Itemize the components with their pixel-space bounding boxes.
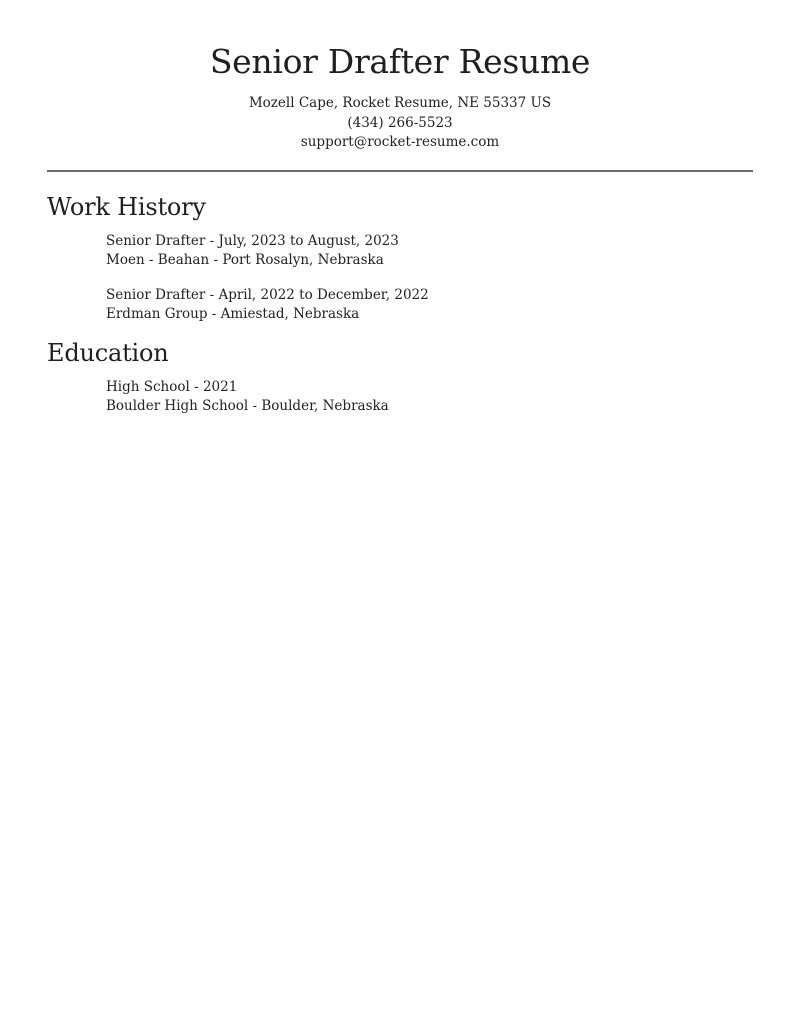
education-heading: Education xyxy=(47,338,169,367)
work-history-heading: Work History xyxy=(47,192,206,221)
resume-title: Senior Drafter Resume xyxy=(209,42,591,81)
contact-address: Mozell Cape, Rocket Resume, NE 55337 US xyxy=(248,95,552,111)
work-history-section xyxy=(47,192,753,324)
education-entry-school-location: Boulder High School - Boulder, Nebraska xyxy=(106,397,389,414)
resume-page xyxy=(47,0,753,416)
resume-header xyxy=(47,0,753,153)
work-entry-role-dates: Senior Drafter - April, 2022 to December, 2022 xyxy=(106,286,429,303)
contact-email: support@rocket-resume.com xyxy=(300,134,500,150)
education-entry xyxy=(106,378,753,416)
work-entry-company-location: Erdman Group - Amiestad, Nebraska xyxy=(106,305,360,322)
work-entry-company-location: Moen - Beahan - Port Rosalyn, Nebraska xyxy=(106,251,384,268)
education-section xyxy=(47,338,753,416)
header-divider xyxy=(47,170,753,172)
contact-phone: (434) 266-5523 xyxy=(347,114,453,131)
work-entry xyxy=(106,232,753,270)
work-entry xyxy=(106,286,753,324)
work-entry-role-dates: Senior Drafter - July, 2023 to August, 2023 xyxy=(106,232,399,249)
education-entry-degree-year: High School - 2021 xyxy=(106,378,238,395)
